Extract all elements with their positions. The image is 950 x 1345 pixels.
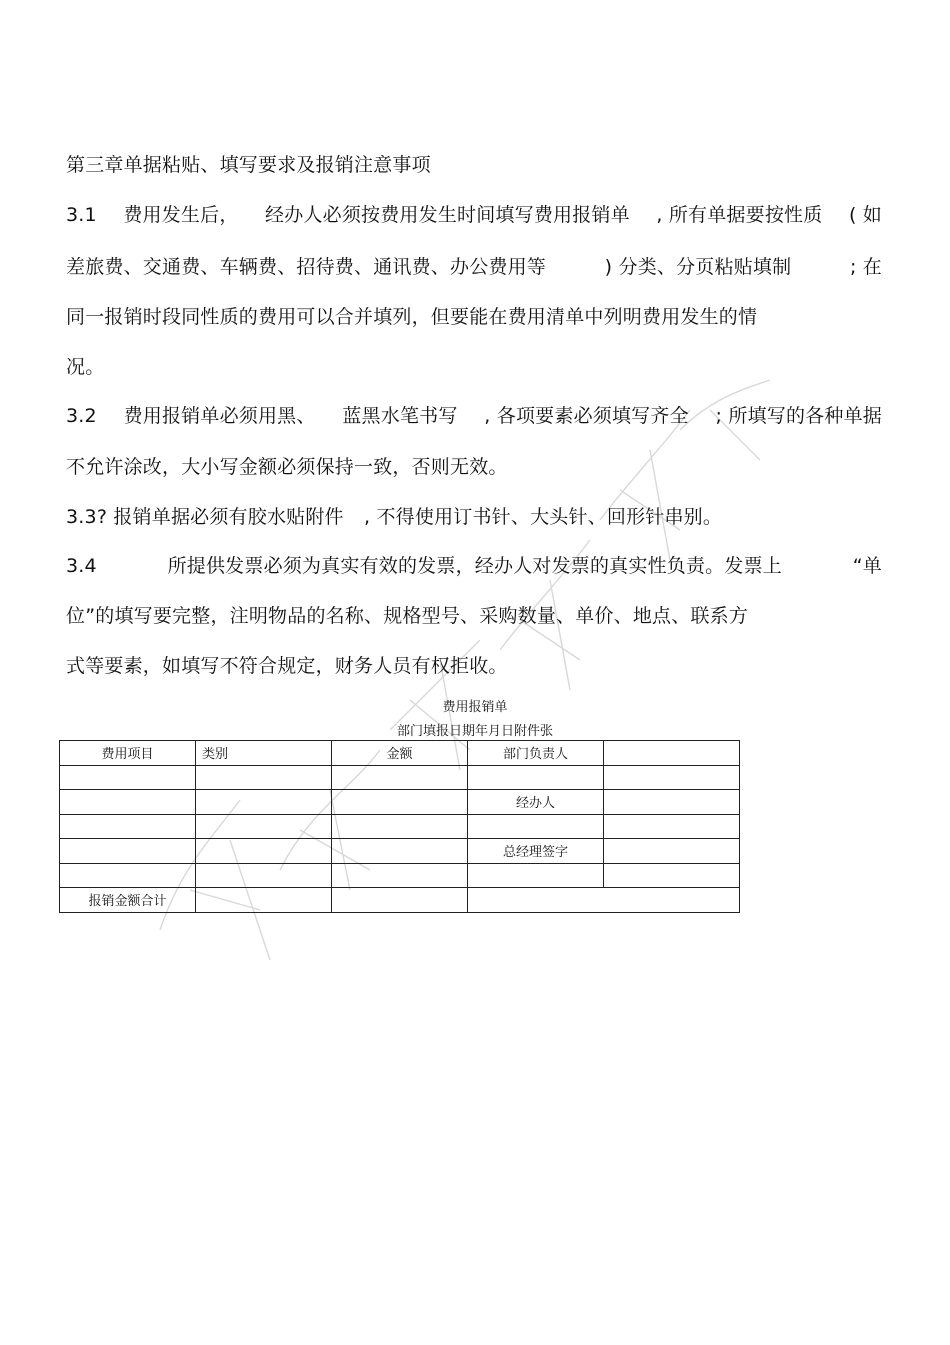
table-row	[60, 814, 740, 839]
table-row	[60, 839, 740, 864]
input-cell[interactable]	[196, 863, 332, 888]
input-cell[interactable]	[332, 765, 468, 790]
input-cell[interactable]	[60, 790, 196, 815]
input-cell[interactable]	[604, 814, 740, 839]
text-fragment: ) 分类、分页粘贴填制	[604, 256, 792, 278]
text-fragment: ( 如	[848, 204, 882, 226]
input-cell[interactable]	[332, 863, 468, 888]
text-fragment: ; 在	[849, 256, 882, 278]
table-header-row	[60, 741, 740, 766]
input-cell[interactable]	[604, 790, 740, 815]
label-cell: 总经理签字	[468, 839, 604, 864]
text-fragment: 3.2	[66, 405, 97, 427]
header-cell: 类别	[196, 741, 332, 766]
input-cell[interactable]	[196, 814, 332, 839]
total-amount-cell[interactable]	[468, 888, 740, 913]
paragraph-3-3-line-1	[66, 508, 722, 527]
table-row	[60, 790, 740, 815]
input-cell[interactable]	[332, 790, 468, 815]
paragraph-3-1-line-3: 同一报销时段同性质的费用可以合并填列，但要能在费用清单中列明费用发生的情	[66, 306, 758, 328]
text-fragment: 3.3? 报销单据必须有胶水贴附件	[66, 506, 344, 528]
header-cell: 费用项目	[60, 741, 196, 766]
text-fragment: , 不得使用订书针、大头针、回形针串别。	[364, 506, 723, 528]
text-fragment: , 所有单据要按性质	[656, 204, 823, 226]
label-cell: 经办人	[468, 790, 604, 815]
paragraph-3-4-line-1	[66, 557, 882, 576]
text-fragment: 费用发生后，	[123, 204, 239, 226]
paragraph-3-1-line-4: 况。	[66, 356, 105, 378]
paragraph-3-2-line-2: 不允许涂改，大小写金额必须保持一致，否则无效。	[66, 456, 508, 478]
expense-form-table	[59, 740, 740, 913]
total-label: 报销金额合计	[60, 888, 196, 913]
text-fragment: 3.1	[66, 204, 97, 226]
input-cell[interactable]	[604, 839, 740, 864]
text-fragment: 所提供发票必须为真实有效的发票，经办人对发票的真实性负责。发票上	[167, 555, 782, 577]
input-cell[interactable]	[332, 814, 468, 839]
paragraph-3-4-line-3: 式等要素，如填写不符合规定，财务人员有权拒收。	[66, 655, 508, 677]
text-fragment: 3.4	[66, 555, 97, 577]
form-title: 费用报销单	[442, 700, 508, 715]
input-cell[interactable]	[332, 839, 468, 864]
text-fragment: 经办人必须按费用发生时间填写费用报销单	[265, 204, 630, 226]
text-fragment: ; 所填写的各种单据	[715, 405, 882, 427]
input-cell[interactable]	[60, 839, 196, 864]
table-row	[60, 863, 740, 888]
paragraph-3-1-line-1	[66, 206, 882, 225]
input-cell[interactable]	[604, 863, 740, 888]
header-cell: 部门负责人	[468, 741, 604, 766]
input-cell[interactable]	[196, 790, 332, 815]
text-fragment: , 各项要素必须填写齐全	[484, 405, 689, 427]
paragraph-3-1-line-2	[66, 258, 882, 277]
input-cell[interactable]	[60, 863, 196, 888]
total-row	[60, 888, 740, 913]
text-fragment: 差旅费、交通费、车辆费、招待费、通讯费、办公费用等	[66, 256, 547, 278]
table-row	[60, 765, 740, 790]
text-fragment: “单	[852, 555, 882, 577]
paragraph-3-2-line-1	[66, 407, 882, 426]
input-cell[interactable]	[604, 765, 740, 790]
chapter-heading: 第三章单据粘贴、填写要求及报销注意事项	[66, 154, 431, 176]
input-cell[interactable]	[196, 765, 332, 790]
input-cell[interactable]	[196, 888, 332, 913]
text-fragment: 费用报销单必须用黑、	[123, 405, 316, 427]
input-cell[interactable]	[60, 814, 196, 839]
input-cell[interactable]	[332, 888, 468, 913]
input-cell[interactable]	[604, 741, 740, 766]
header-cell: 金额	[332, 741, 468, 766]
text-fragment: 蓝黑水笔书写	[342, 405, 458, 427]
form-subtitle: 部门填报日期年月日附件张	[396, 724, 553, 739]
input-cell[interactable]	[196, 839, 332, 864]
input-cell[interactable]	[468, 863, 604, 888]
input-cell[interactable]	[60, 765, 196, 790]
input-cell[interactable]	[468, 765, 604, 790]
input-cell[interactable]	[468, 814, 604, 839]
paragraph-3-4-line-2: 位”的填写要完整，注明物品的名称、规格型号、采购数量、单价、地点、联系方	[66, 605, 749, 627]
